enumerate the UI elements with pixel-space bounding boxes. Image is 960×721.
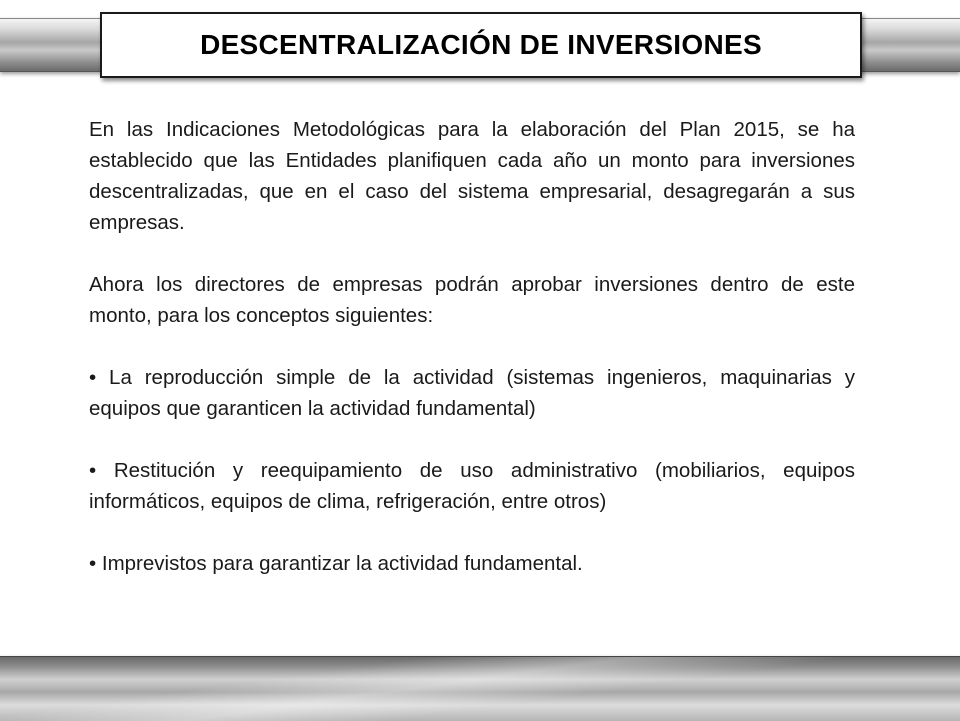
- paragraph-intro: En las Indicaciones Metodológicas para la elaboración del Plan 2015, se ha establecido que las Entidades planifiquen cada año un monto para inversiones descentralizadas, que en el caso del sistema empresarial, desagregarán a sus empresas.: [89, 118, 855, 234]
- title-box: [100, 12, 862, 78]
- slide-title: DESCENTRALIZACIÓN DE INVERSIONES: [200, 29, 762, 60]
- spacer: [89, 517, 855, 548]
- bullet-imprevistos: • Imprevistos para garantizar la actividad fundamental.: [89, 552, 583, 575]
- slide-body: [89, 114, 855, 579]
- bullet-restitucion: • Restitución y reequipamiento de uso administrativo (mobiliarios, equipos informáticos, equipos de clima, refrigeración, entre otros): [89, 459, 855, 513]
- spacer: [89, 331, 855, 362]
- spacer: [89, 238, 855, 269]
- footer-decorative-bar: [0, 656, 960, 721]
- spacer: [89, 424, 855, 455]
- bullet-reproduccion: • La reproducción simple de la actividad (sistemas ingenieros, maquinarias y equipos que garanticen la actividad fundamental): [89, 366, 855, 420]
- paragraph-directors: Ahora los directores de empresas podrán aprobar inversiones dentro de este monto, para los conceptos siguientes:: [89, 273, 855, 327]
